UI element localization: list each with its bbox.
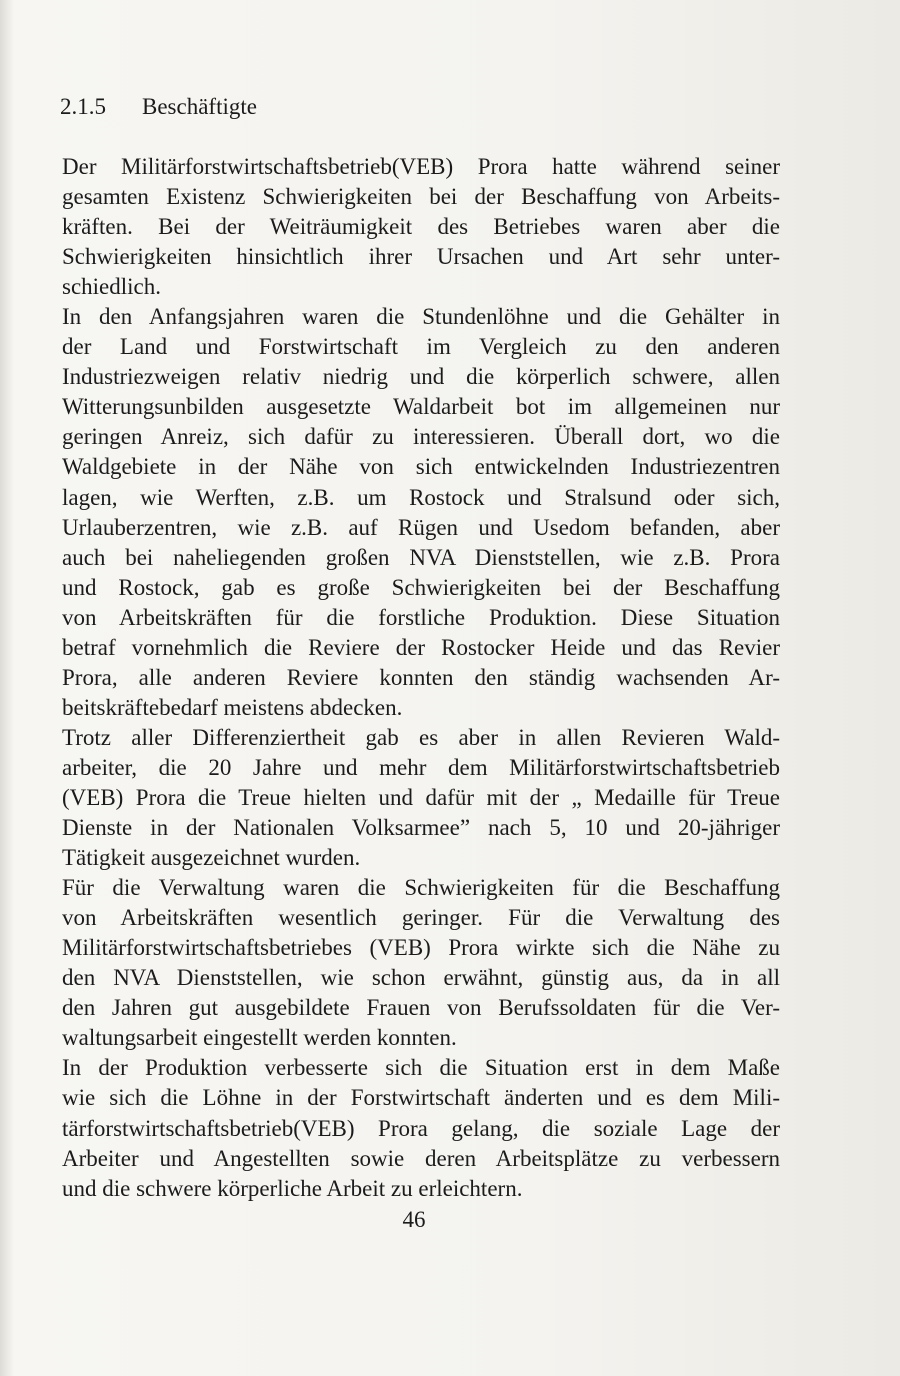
section-title: Beschäftigte: [142, 94, 257, 119]
text-line: Waldgebiete in der Nähe von sich entwickelnden Industriezentren: [62, 454, 780, 480]
text-line: und Rostock, gab es große Schwierigkeiten bei der Beschaffung: [62, 574, 780, 600]
text-line: Militärforstwirtschaftsbetriebes (VEB) Prora wirkte sich die Nähe zu: [62, 935, 780, 961]
text-line: beitskräftebedarf meistens abdecken.: [62, 694, 403, 720]
text-line: Trotz aller Differenziertheit gab es aber in allen Revieren Wald-: [62, 724, 780, 750]
text-line: (VEB) Prora die Treue hielten und dafür mit der „ Medaille für Treue: [62, 784, 780, 810]
text-line: kräften. Bei der Weiträumigkeit des Betriebes waren aber die: [62, 214, 780, 240]
section-heading: [60, 94, 257, 120]
text-line: gesamten Existenz Schwierigkeiten bei der Beschaffung von Arbeits-: [62, 184, 780, 210]
text-line: Arbeiter und Angestellten sowie deren Arbeitsplätze zu verbessern: [62, 1145, 780, 1171]
text-line: Witterungsunbilden ausgesetzte Waldarbeit bot im allgemeinen nur: [62, 394, 780, 420]
text-line: Tätigkeit ausgezeichnet wurden.: [62, 845, 361, 871]
body-text: [62, 152, 780, 1204]
text-line: Schwierigkeiten hinsichtlich ihrer Ursachen und Art sehr unter-: [62, 244, 780, 270]
text-line: betraf vornehmlich die Reviere der Rostocker Heide und das Revier: [62, 634, 780, 660]
text-line: tärforstwirtschaftsbetrieb(VEB) Prora gelang, die soziale Lage der: [62, 1115, 780, 1141]
page-gutter-shadow: [0, 0, 14, 1376]
text-line: von Arbeitskräften für die forstliche Produktion. Diese Situation: [62, 604, 780, 630]
text-line: arbeiter, die 20 Jahre und mehr dem Militärforstwirtschaftsbetrieb: [62, 754, 780, 780]
text-line: Dienste in der Nationalen Volksarmee” nach 5, 10 und 20-jähriger: [62, 815, 780, 841]
section-number: 2.1.5: [60, 94, 106, 119]
text-line: und die schwere körperliche Arbeit zu erleichtern.: [62, 1175, 523, 1201]
text-line: Industriezweigen relativ niedrig und die körperlich schwere, allen: [62, 364, 780, 390]
text-line: schiedlich.: [62, 274, 161, 300]
text-line: wie sich die Löhne in der Forstwirtschaft änderten und es dem Mili-: [62, 1085, 780, 1111]
page-number: 46: [402, 1207, 426, 1232]
text-line: Für die Verwaltung waren die Schwierigkeiten für die Beschaffung: [62, 875, 780, 901]
text-line: waltungsarbeit eingestellt werden konnten.: [62, 1025, 457, 1051]
text-line: Prora, alle anderen Reviere konnten den ständig wachsenden Ar-: [62, 664, 780, 690]
text-line: von Arbeitskräften wesentlich geringer. Für die Verwaltung des: [62, 905, 780, 931]
text-line: Der Militärforstwirtschaftsbetrieb(VEB) Prora hatte während seiner: [62, 154, 780, 179]
text-line: der Land und Forstwirtschaft im Vergleich zu den anderen: [62, 334, 780, 360]
text-line: In der Produktion verbesserte sich die Situation erst in dem Maße: [62, 1055, 780, 1081]
text-line: lagen, wie Werften, z.B. um Rostock und Stralsund oder sich,: [62, 484, 780, 510]
text-line: Urlauberzentren, wie z.B. auf Rügen und Usedom befanden, aber: [62, 514, 780, 540]
text-line: den NVA Dienststellen, wie schon erwähnt, günstig aus, da in all: [62, 965, 780, 991]
text-line: den Jahren gut ausgebildete Frauen von Berufssoldaten für die Ver-: [62, 995, 780, 1021]
text-line: In den Anfangsjahren waren die Stundenlöhne und die Gehälter in: [62, 304, 780, 330]
text-line: auch bei naheliegenden großen NVA Dienststellen, wie z.B. Prora: [62, 544, 780, 570]
text-line: geringen Anreiz, sich dafür zu interessieren. Überall dort, wo die: [62, 424, 780, 450]
